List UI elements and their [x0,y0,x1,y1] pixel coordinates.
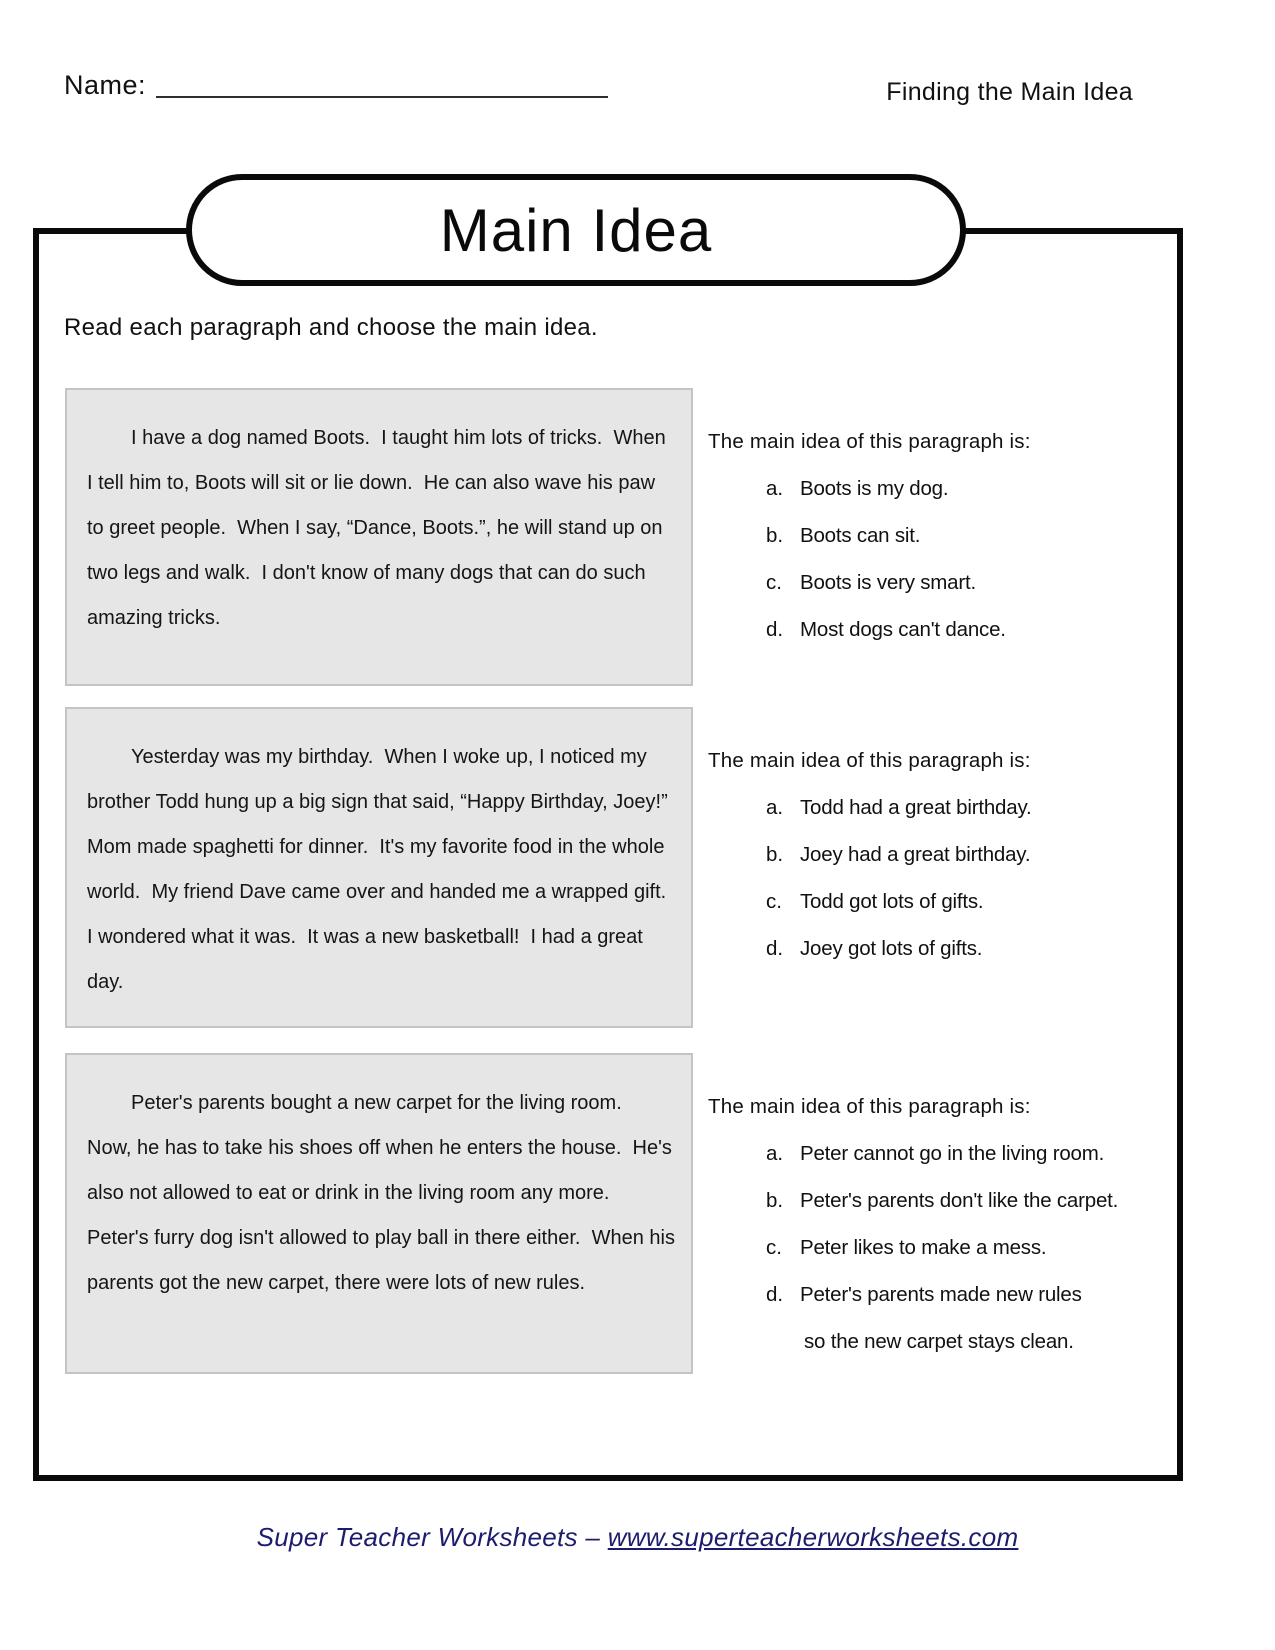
paragraph-box [65,707,693,1028]
option-text: Joey got lots of gifts. [800,937,983,960]
answer-option[interactable] [708,606,1186,653]
title-pill [186,174,966,286]
option-letter: a. [766,796,784,819]
page-title: Main Idea [439,196,713,264]
option-letter: a. [766,1142,784,1165]
answer-option[interactable] [708,1130,1186,1177]
question-block [708,418,1186,653]
option-text: Boots is very smart. [800,571,976,594]
footer-site-name: Super Teacher Worksheets [256,1522,578,1552]
answer-option[interactable] [708,925,1186,972]
options-list [708,784,1186,972]
options-list [708,1130,1186,1365]
name-row [64,70,608,101]
option-letter: b. [766,843,784,866]
option-text: Boots is my dog. [800,477,949,500]
option-text: so the new carpet stays clean. [804,1330,1074,1353]
answer-option[interactable] [708,1177,1186,1224]
answer-option[interactable] [708,831,1186,878]
option-letter: c. [766,890,782,913]
options-list [708,465,1186,653]
paragraph-text: Peter's parents bought a new carpet for the living room. Now, he has to take his shoes off when he enters the house. He's also not allowed to eat or drink in the living room any more. Peter's furry dog isn't allowed to play ball in there either. When his parents got the new carpet, there were lots of new rules. [87,1092,681,1294]
option-letter: a. [766,477,784,500]
question-block [708,737,1186,972]
option-text-continuation [804,1318,1186,1365]
option-letter: d. [766,618,784,641]
option-text: Todd had a great birthday. [800,796,1032,819]
option-text: Most dogs can't dance. [800,618,1006,641]
paragraph-box [65,388,693,686]
option-letter: c. [766,571,782,594]
footer [0,1522,1275,1553]
option-text: Boots can sit. [800,524,921,547]
question-block [708,1083,1186,1365]
option-text: Peter's parents don't like the carpet. [800,1189,1119,1212]
footer-separator: – [585,1522,601,1552]
answer-option[interactable] [708,878,1186,925]
option-text: Joey had a great birthday. [800,843,1031,866]
option-letter: d. [766,1283,784,1306]
option-text: Todd got lots of gifts. [800,890,984,913]
paragraph-box [65,1053,693,1374]
answer-option[interactable] [708,559,1186,606]
answer-option[interactable] [708,512,1186,559]
option-letter: d. [766,937,784,960]
footer-url-link[interactable]: www.superteacherworksheets.com [607,1522,1019,1552]
paragraph-text: I have a dog named Boots. I taught him lots of tricks. When I tell him to, Boots will sit or lie down. He can also wave his paw to greet people. When I say, “Dance, Boots.”, he will stand up on two legs and walk. I don't know of many dogs that can do such amazing tricks. [87,427,672,629]
question-prompt: The main idea of this paragraph is: [708,430,1031,453]
answer-option[interactable] [708,1224,1186,1271]
option-text: Peter's parents made new rules [800,1283,1082,1306]
paragraph-text: Yesterday was my birthday. When I woke up, I noticed my brother Todd hung up a big sign that said, “Happy Birthday, Joey!” Mom made spaghetti for dinner. It's my favorite food in the whole world. My friend Dave came over and handed me a wrapped gift. I wondered what it was. It was a new basketball! I had a great day. [87,746,679,993]
worksheet-type-label: Finding the Main Idea [886,78,1133,106]
answer-option[interactable] [708,465,1186,512]
option-text: Peter cannot go in the living room. [800,1142,1105,1165]
answer-option[interactable] [708,1271,1186,1318]
question-prompt: The main idea of this paragraph is: [708,1095,1031,1118]
option-letter: c. [766,1236,782,1259]
instructions-text: Read each paragraph and choose the main idea. [64,314,598,341]
answer-option[interactable] [708,784,1186,831]
name-blank-line[interactable] [156,72,608,98]
name-label: Name: [64,70,147,100]
option-text: Peter likes to make a mess. [800,1236,1047,1259]
option-letter: b. [766,524,784,547]
option-letter: b. [766,1189,784,1212]
question-prompt: The main idea of this paragraph is: [708,749,1031,772]
